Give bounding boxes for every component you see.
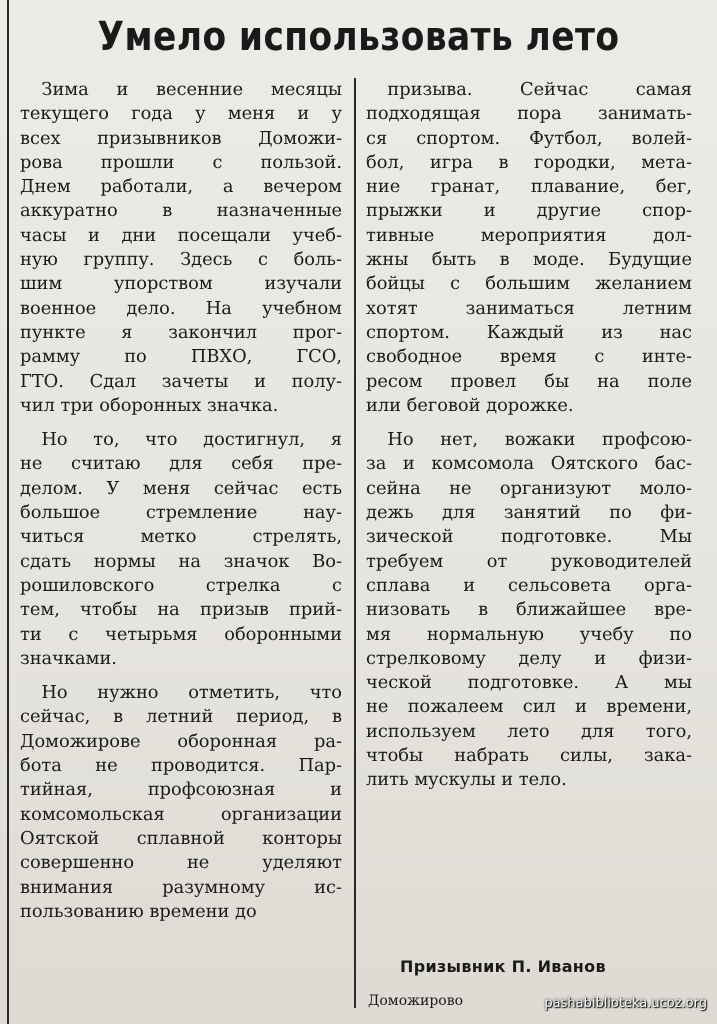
text-line: читься метко стрелять, — [20, 526, 342, 548]
text-line: совершенно не уделяют — [20, 852, 342, 874]
text-line: рошиловского стрелка с — [20, 574, 342, 596]
text-line: ти с четырьмя оборонными — [20, 623, 342, 645]
text-line: пункте я закончил прог- — [20, 321, 342, 343]
text-line: Но нет, вожаки профсою- — [387, 429, 692, 451]
text-line: стрелковому делу и физи- — [366, 647, 692, 669]
text-line: бойцы с большим желанием — [366, 273, 692, 295]
text-line: сплава и сельсовета орга- — [366, 574, 692, 596]
text-line: Но то, что достигнул, я — [41, 429, 342, 451]
text-line: чил три оборонных значка. — [20, 394, 279, 416]
paragraph-gap — [20, 671, 342, 681]
text-line: не считаю для себя пре- — [20, 453, 342, 475]
text-line: используем лето для того, — [366, 720, 692, 742]
text-line: за и комсомола Оятского бас- — [366, 453, 692, 475]
text-line: требуем от руководителей — [366, 550, 692, 572]
text-line: призыва. Сейчас самая — [387, 79, 692, 100]
text-line: хотят заниматься летним — [366, 297, 692, 319]
paragraph — [20, 681, 342, 924]
left-border-rule — [7, 0, 9, 1024]
watermark: pashabiblioteka.ucoz.org — [544, 996, 707, 1011]
text-line: тивные мероприятия дол- — [366, 224, 692, 246]
paragraph-gap — [20, 418, 342, 428]
text-line: военное дело. На учебном — [20, 297, 342, 319]
text-line: рова прошли с пользой. — [20, 151, 342, 173]
text-line: чтобы набрать силы, зака- — [366, 745, 692, 767]
text-line: сдать нормы на значок Во- — [20, 550, 342, 572]
text-line: ние гранат, плавание, бег, — [366, 176, 692, 198]
text-line: Но нужно отметить, что — [41, 682, 342, 704]
text-line: большое стремление нау- — [20, 502, 342, 524]
text-line: делом. У меня сейчас есть — [20, 477, 342, 499]
text-line: или беговой дорожке. — [366, 394, 574, 416]
text-line: свободное время с инте- — [366, 346, 692, 368]
article-headline: Умело использовать лето — [97, 14, 620, 60]
paragraph — [366, 428, 692, 792]
text-line: тем, чтобы на призыв прий- — [20, 599, 342, 621]
text-line: жны быть в моде. Будущие — [366, 249, 692, 271]
text-line: всех призывников Доможи- — [20, 127, 342, 149]
text-line: пользованию времени до — [20, 900, 257, 922]
paragraph — [20, 78, 342, 418]
text-line: ную группу. Здесь с боль- — [20, 249, 342, 271]
text-line: Доможирове оборонная ра- — [20, 730, 342, 752]
text-line: дежь для занятий по фи- — [366, 502, 692, 524]
text-line: сейчас, в летний период, в — [20, 706, 342, 728]
right-column — [366, 78, 692, 793]
column-divider — [354, 78, 356, 1008]
text-line: бота не проводится. Пар- — [20, 755, 342, 777]
paragraph-gap — [366, 418, 692, 428]
text-line: значками. — [20, 647, 117, 669]
text-line: комсомольская организации — [20, 803, 342, 825]
text-line: Зима и весенние месяцы — [41, 79, 342, 100]
text-line: тийная, профсоюзная и — [20, 779, 342, 801]
text-line: рамму по ПВХО, ГСО, — [20, 346, 342, 368]
paragraph — [366, 78, 692, 418]
paragraph — [20, 428, 342, 671]
text-line: зической подготовке. Мы — [366, 526, 692, 548]
text-line: мя нормальную учебу по — [366, 623, 692, 645]
author-signature: Призывник П. Иванов — [400, 957, 606, 976]
text-line: шим упорством изучали — [20, 273, 342, 295]
text-line: Днем работали, а вечером — [20, 176, 342, 198]
left-column — [20, 78, 342, 924]
text-line: бол, игра в городки, мета- — [366, 151, 692, 173]
text-line: сейна не организуют моло- — [366, 477, 692, 499]
text-line: прыжки и другие спор- — [366, 200, 692, 222]
text-line: текущего года у меня и у — [20, 103, 342, 125]
text-line: ся спортом. Футбол, волей- — [366, 127, 692, 149]
text-line: лить мускулы и тело. — [366, 769, 567, 791]
text-line: Оятской сплавной конторы — [20, 827, 342, 849]
text-line: часы и дни посещали учеб- — [20, 224, 342, 246]
text-line: внимания разумному ис- — [20, 876, 342, 898]
text-line: ресом провел бы на поле — [366, 370, 692, 392]
dateline-place: Доможирово — [368, 993, 464, 1009]
text-line: ГТО. Сдал зачеты и полу- — [20, 370, 342, 392]
text-line: аккуратно в назначенные — [20, 200, 342, 222]
text-line: подходящая пора занимать- — [366, 103, 692, 125]
text-line: низовать в ближайшее вре- — [366, 599, 692, 621]
text-line: ческой подготовке. А мы — [366, 672, 692, 694]
text-line: спортом. Каждый из нас — [366, 321, 692, 343]
text-line: не пожалеем сил и времени, — [366, 696, 692, 718]
